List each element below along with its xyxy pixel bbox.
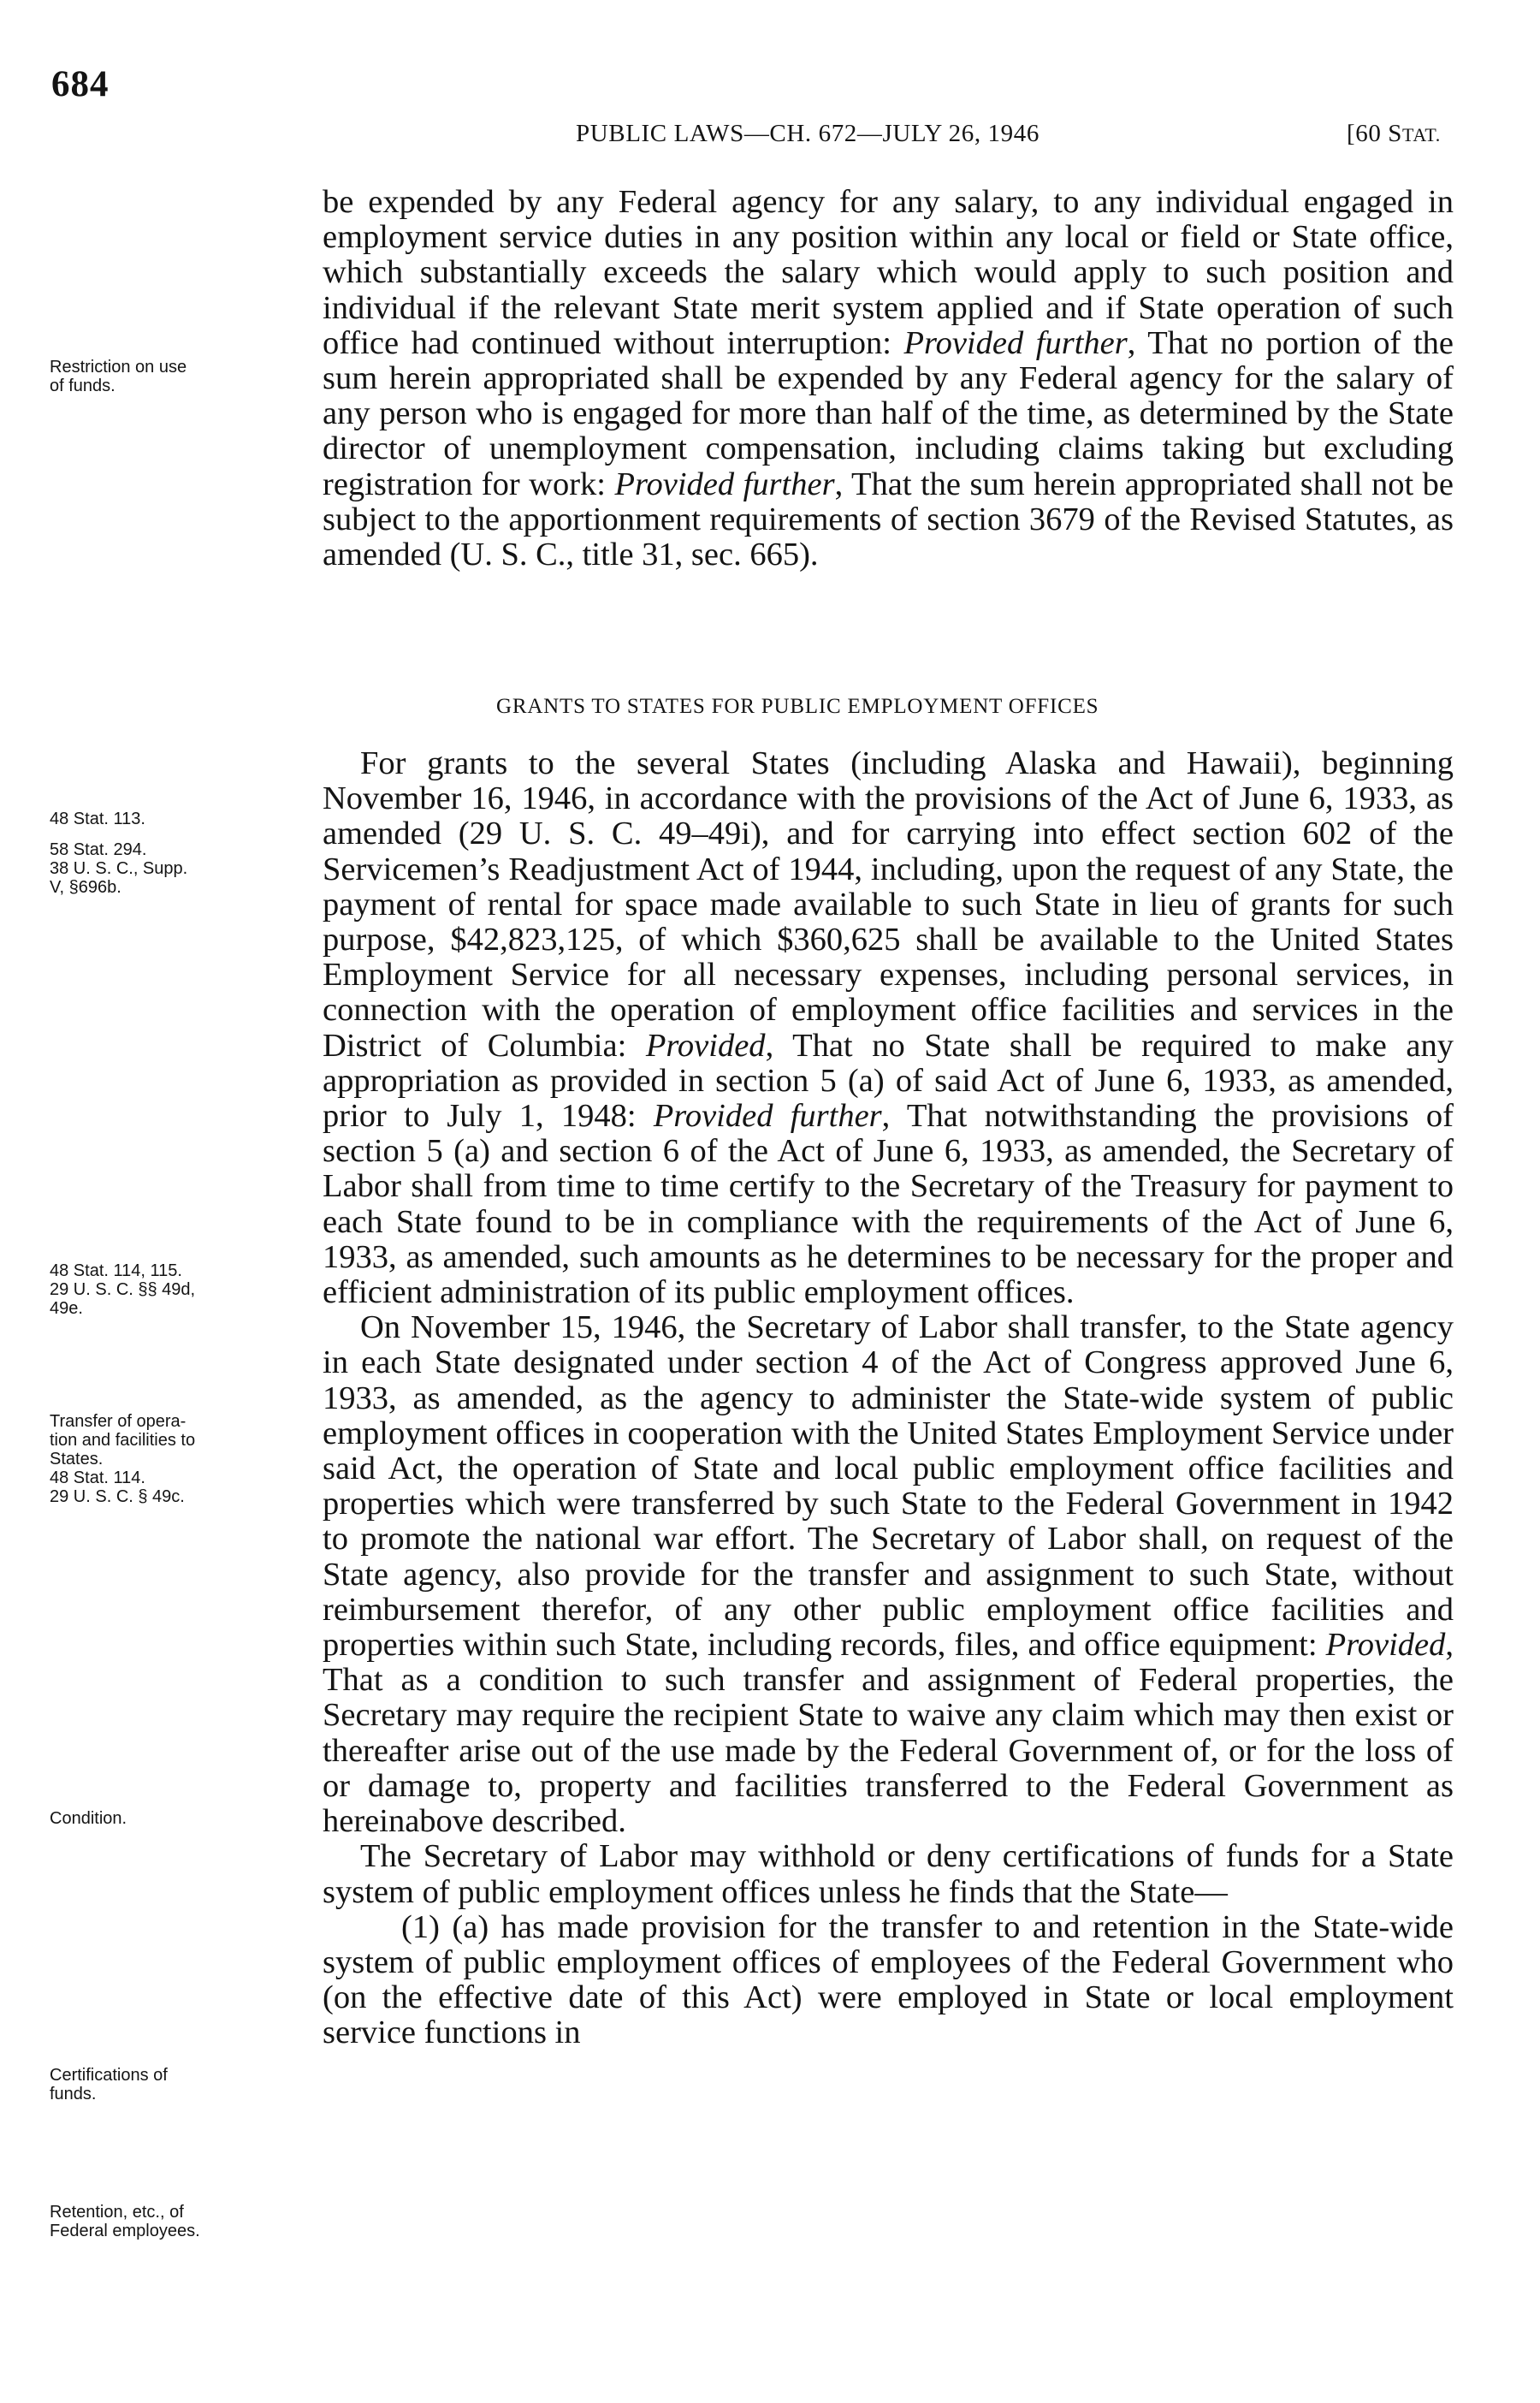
- margin-note-line: 48 Stat. 113.: [50, 810, 145, 828]
- margin-note-line: 48 Stat. 114.: [50, 1468, 145, 1487]
- text-run: , That as a condition to such transfer and assignment of Federal properties, the Secretary may require the recipient State to waive any claim which may then exist or thereafter arise out of the use made by the Federal Government of, or for the loss of or damage to, property and facilities transferred to the Federal Government as hereinabove described.: [323, 1627, 1454, 1840]
- grants-section-body: [323, 746, 1454, 2051]
- volume-reference-smallcaps: TAT.: [1402, 124, 1441, 145]
- retention-paragraph: (1) (a) has made provision for the transfer to and retention in the State-wide system of public employment offices of employees of the Federal Government who (on the effective date of this Act) were employed in State or local employment service functions in: [323, 1908, 1454, 2051]
- margin-note-citations-2: [50, 1261, 306, 1318]
- margin-note-line: States.: [50, 1450, 104, 1468]
- margin-note-transfer: [50, 1412, 306, 1506]
- margin-note-line: Condition.: [50, 1809, 127, 1828]
- section-heading: GRANTS TO STATES FOR PUBLIC EMPLOYMENT OFFICES: [496, 695, 1099, 718]
- proviso-italic: Provided further: [653, 1098, 882, 1135]
- margin-note-line: of funds.: [50, 377, 116, 395]
- certifications-paragraph: The Secretary of Labor may withhold or deny certifications of funds for a State system of public employment offices unless he finds that the State—: [323, 1838, 1454, 1910]
- margin-note-line: Retention, etc., of: [50, 2203, 184, 2222]
- margin-note-line: Certifications of: [50, 2066, 168, 2085]
- text-run: , That no portion of the sum herein appropriated shall be expended by any Federal agency for the salary of any person who is engaged for more than half of the time, as determined by the State director of unemployment compensation, including claims taking but excluding registration for work:: [323, 324, 1454, 502]
- margin-note-line: tion and facilities to: [50, 1431, 196, 1450]
- margin-note-retention: [50, 2203, 306, 2240]
- margin-note-line: 49e.: [50, 1299, 83, 1318]
- margin-note-line: V, §696b.: [50, 878, 121, 897]
- margin-note-line: funds.: [50, 2085, 97, 2103]
- text-run: be expended by any Federal agency for any salary, to any individual engaged in employment service duties in any position within any local or field or State office, which substantially exceeds the salary which would apply to such position and individual if the relevant State merit system applied and if State operation of such office had continued without interruption:: [323, 184, 1454, 361]
- margin-note-line: 38 U. S. C., Supp.: [50, 859, 188, 878]
- proviso-italic: Provided: [645, 1027, 766, 1064]
- margin-note-line: Transfer of opera-: [50, 1412, 187, 1431]
- volume-reference: [1347, 120, 1441, 148]
- running-head: PUBLIC LAWS—CH. 672—JULY 26, 1946: [576, 120, 1040, 147]
- margin-note-citations-1: [50, 810, 306, 897]
- text-run: , That notwithstanding the provisions of section 5 (a) and section 6 of the Act of June 6, 1933, as amended, the Secretary of Labor shall from time to time certify to the Secretary of the Treasury for payment to each State found to be in compliance with the requirements of the Act of June 6, 1933, as amended, such amounts as he determines to be necessary for the proper and efficient administration of its public employment offices.: [323, 1098, 1454, 1311]
- margin-note-line: 29 U. S. C. § 49c.: [50, 1487, 185, 1506]
- margin-note-certifications: [50, 2066, 306, 2103]
- text-run: , That no State shall be required to make any appropriation as provided in section 5 (a) of said Act of June 6, 1933, as amended, prior to July 1, 1948:: [323, 1027, 1454, 1135]
- proviso-italic: Provided further: [903, 324, 1128, 361]
- margin-note-line: Restriction on use: [50, 358, 187, 377]
- margin-note-condition: [50, 1809, 306, 1828]
- transfer-paragraph: [323, 1310, 1454, 1839]
- margin-note-restriction: [50, 358, 306, 395]
- continued-paragraph: [323, 185, 1454, 573]
- proviso-italic: Provided: [1325, 1627, 1446, 1664]
- page-number: 684: [51, 64, 110, 104]
- grants-paragraph: [323, 746, 1454, 1310]
- text-run: For grants to the several States (including Alaska and Hawaii), beginning November 16, 1946, in accordance with the provisions of the Act of June 6, 1933, as amended (29 U. S. C. 49–49i), and for carrying into effect section 602 of the Servicemen’s Readjustment Act of 1944, including, upon the request of any State, the payment of rental for space made available to such State in lieu of grants for such purpose, $42,823,125, of which $360,625 shall be available to the United States Employment Service for all necessary expenses, including personal services, in connection with the operation of employment office facilities and services in the District of Columbia:: [323, 745, 1454, 1064]
- margin-note-line: 58 Stat. 294.: [50, 840, 147, 859]
- volume-reference-prefix: [60 S: [1347, 120, 1403, 147]
- margin-note-line: 48 Stat. 114, 115.: [50, 1261, 182, 1280]
- margin-note-line: 29 U. S. C. §§ 49d,: [50, 1280, 196, 1299]
- proviso-italic: Provided further: [614, 466, 835, 502]
- text-run: On November 15, 1946, the Secretary of Labor shall transfer, to the State agency in each State designated under section 4 of the Act of Congress approved June 6, 1933, as amended, as the agency to administer the State-wide system of public employment offices in cooperation with the United States Employment Service under said Act, the operation of State and local public employment office facilities and properties which were transferred by such State to the Federal Government in 1942 to promote the national war effort. The Secretary of Labor shall, on request of the State agency, also provide for the transfer and assignment to such State, without reimbursement therefor, of any other public employment office facilities and properties within such State, including records, files, and office equipment:: [323, 1309, 1454, 1664]
- text-run: , That the sum herein appropriated shall not be subject to the apportionment requirements of section 3679 of the Revised Statutes, as amended (U. S. C., title 31, sec. 665).: [323, 466, 1454, 573]
- continued-paragraph-text: [323, 185, 1454, 573]
- margin-note-line: Federal employees.: [50, 2222, 200, 2240]
